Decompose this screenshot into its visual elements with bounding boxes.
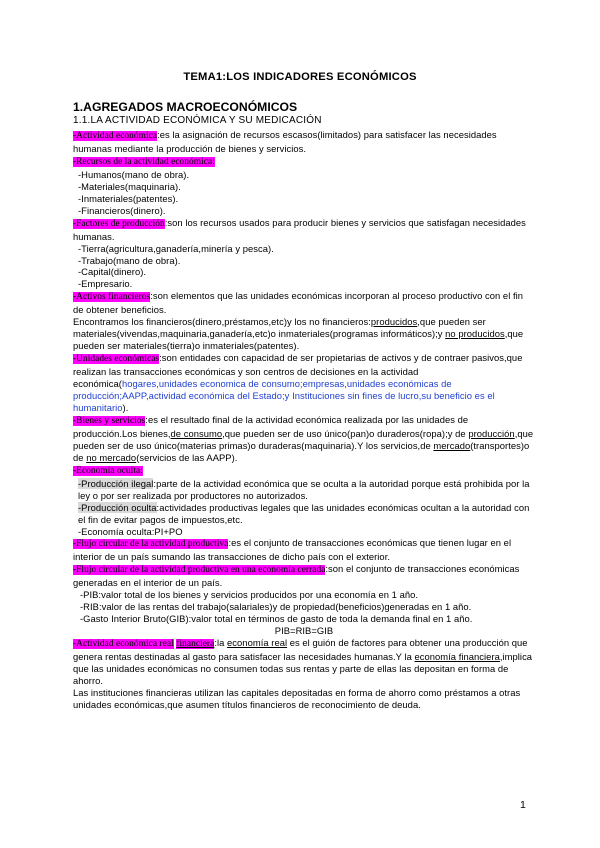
list-item: -Capital(dinero). <box>78 266 147 278</box>
list-item: -Materiales(maquinaria). <box>78 180 181 192</box>
highlighted-term: -Flujo circular de la actividad productiva en una economía cerrada <box>73 565 326 576</box>
oculta-heading <box>73 464 535 478</box>
highlighted-term: -Unidades económicas <box>73 354 160 365</box>
list-item: -Trabajo(mano de obra). <box>78 254 181 266</box>
highlighted-term: -Factores de producción <box>73 218 165 229</box>
underlined-term: economía real <box>227 637 288 649</box>
oculta-item <box>73 502 535 526</box>
text-run: es el guión de factores para obtener una producción que genera rentas destinadas al gasto para satisfacer las necesidades humanas.Y la <box>73 637 528 663</box>
definition-text: :es la asignación de recursos escasos(limitados) para satisfacer las necesidades humanas mediante la producción de bienes y servicios. <box>73 129 497 154</box>
list-item: -Tierra(agricultura,ganadería,minería y pesca). <box>78 242 274 254</box>
text-run: :la <box>214 637 228 649</box>
list-item: -PIB:valor total de los bienes y servicios producidos por una economía en 1 año. <box>80 589 419 601</box>
actividad-paragraph <box>73 129 535 155</box>
highlighted-term: -Actividad económica <box>73 131 158 141</box>
list-item: -Gasto Interior Bruto(GIB):valor total en términos de gasto de toda la demanda final en 1 año. <box>80 613 473 625</box>
flujo-paragraph <box>73 537 535 563</box>
recursos-heading <box>73 155 535 169</box>
definition-text: :son entidades con capacidad de ser propietarias de activos y de contraer pasivos,que realizan las transacciones económicas y son centros de decisiones en la actividad económica( <box>73 352 523 390</box>
underlined-term: de consumo <box>170 427 223 439</box>
underlined-term: no mercado <box>86 451 137 463</box>
text-run: :es el resultado final de la actividad económica realizada por las unidades de producción.Los bienes, <box>73 413 469 439</box>
highlighted-term: -Economía oculta: <box>73 465 143 476</box>
text-run: ,que pueden ser materiales(tierra)o inmateriales(patentes). <box>73 328 524 352</box>
underlined-term: no producidos <box>445 328 505 340</box>
page-number: 1 <box>520 799 526 811</box>
real-paragraph <box>73 637 535 687</box>
text-run: ,que pueden ser de uso único(materias primas)o duraderas(maquinaria).Y los servicios,de <box>73 427 534 451</box>
factores-paragraph <box>73 217 535 243</box>
text-run: (servicios de las AAPP). <box>136 451 238 463</box>
list-item: -Inmateriales(patentes). <box>78 192 179 204</box>
definition-text: :son el conjunto de transacciones económicas generadas en el interior de un país. <box>73 563 520 589</box>
text-run: (transportes)o de <box>73 439 530 463</box>
text-run: ). <box>122 401 129 413</box>
activos-paragraph <box>73 290 535 316</box>
oculta-formula: -Economía oculta:PI+PO <box>78 525 183 537</box>
bienes-paragraph <box>73 414 535 464</box>
text-run: ,que pueden ser de uso único(pan)o duraderos(ropa);y de <box>222 427 469 439</box>
list-item: -Humanos(mano de obra). <box>78 168 190 180</box>
underlined-term: producción <box>468 427 515 439</box>
definition-text: :actividades productivas legales que las unidades económicas ocultan a la autoridad con el fin de evitar pagos de impuestos,etc. <box>78 501 530 525</box>
underlined-term: mercado <box>433 439 471 451</box>
text-run: ,que pueden ser materiales(vivendas,maquinaria,ganadería,etc)o inmateriales(programas informáticos);y <box>73 316 486 340</box>
highlighted-term: -Bienes y servicios <box>73 415 146 426</box>
blue-text: hogares,unidades economica de consumo;empresas,unidades económicas de producción;AAPP,actividad económica del Estado;y Instituciones sin fines de lucro,su beneficio es el humanitario <box>73 378 495 413</box>
shaded-term: -Producción oculta <box>78 501 157 513</box>
list-item: -Empresario. <box>78 278 133 290</box>
definition-text: :son los recursos usados para producir bienes y servicios que satisfagan necesidades humanas. <box>73 216 526 242</box>
definition-text: :es el conjunto de transacciones económicas que tienen lugar en el interior de un país sumando las transacciones de dicho país con el exterior. <box>73 537 512 563</box>
final-paragraph: Las instituciones financieras utilizan las capitales depositadas en forma de ahorro como préstamos a otras unidades económicas,que asumen títulos financieros de reconocimiento de deuda. <box>73 686 521 710</box>
underlined-term: economía financiera <box>414 651 500 663</box>
subsection-heading: 1.1.LA ACTIVIDAD ECONÓMICA Y SU MEDICACIÓN <box>73 115 322 126</box>
highlighted-term: -Recursos de la actividad económica: <box>73 156 215 167</box>
document-body <box>73 129 535 711</box>
highlighted-term: financiera <box>176 639 215 650</box>
flujo-cerrada-paragraph <box>73 563 535 589</box>
underlined-term: producidos <box>370 316 418 328</box>
ilegal-item <box>73 478 535 502</box>
text-run: Encontramos los financieros(dinero,préstamos,etc)y los no financieros: <box>73 316 371 328</box>
highlighted-term: -Flujo circular de la actividad productiva <box>73 539 229 550</box>
document-title: TEMA1:LOS INDICADORES ECONÓMICOS <box>183 71 417 83</box>
list-item: -Financieros(dinero). <box>78 204 166 216</box>
list-item: -RIB:valor de las rentas del trabajo(salariales)y de propiedad(beneficios)generadas en 1 año. <box>80 601 472 613</box>
definition-text: :son elementos que las unidades económicas incorporan al proceso productivo con el fin de obtener beneficios. <box>73 290 524 316</box>
highlighted-term: -Actividad económica real <box>73 639 174 650</box>
activos-detail <box>73 316 535 352</box>
text-run: ,implica que las unidades económicas no consumen todas sus rentas y parte de ellas las depositan en forma de ahorro. <box>73 651 533 686</box>
shaded-term: -Producción ilegal <box>78 477 154 489</box>
equation: PIB=RIB=GIB <box>274 625 334 637</box>
definition-text: :parte de la actividad económica que se oculta a la autoridad porque está prohibida por la ley o por ser realizada por productores no autorizados. <box>78 477 530 501</box>
section-heading: 1.AGREGADOS MACROECONÓMICOS <box>73 100 298 114</box>
highlighted-term: -Activos financieros <box>73 292 151 303</box>
unidades-paragraph <box>73 352 535 414</box>
